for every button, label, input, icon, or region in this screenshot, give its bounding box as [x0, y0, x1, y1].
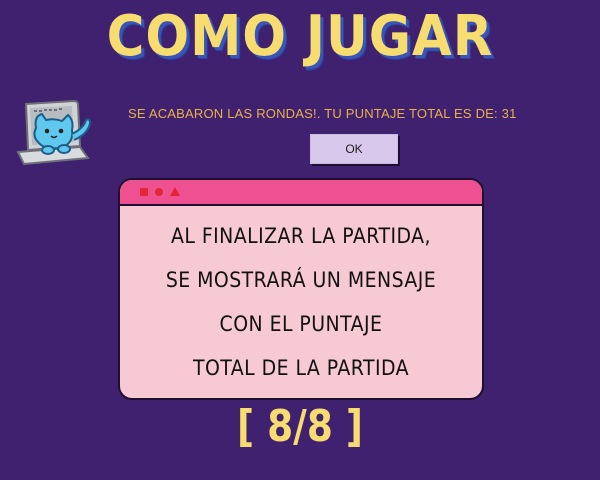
- window-text-line: CON EL PUNTAJE: [219, 312, 383, 336]
- window-text-line: AL FINALIZAR LA PARTIDA,: [171, 224, 431, 248]
- step-counter: [ 8/8 ]: [237, 401, 363, 452]
- circle-icon: [155, 188, 163, 196]
- window-text-line: TOTAL DE LA PARTIDA: [192, 356, 410, 380]
- alert-message: SE ACABARON LAS RONDAS!. TU PUNTAJE TOTAL ES DE: 31: [128, 106, 517, 121]
- page-title: COMO JUGAR: [106, 4, 494, 69]
- window-title-bar: [120, 180, 482, 206]
- window-text-line: SE MOSTRARÁ UN MENSAJE: [165, 268, 437, 292]
- info-window: [118, 178, 484, 400]
- ok-button[interactable]: OK: [310, 134, 398, 164]
- square-icon: [140, 188, 148, 196]
- cat-laptop-icon: [14, 98, 100, 168]
- window-text: [138, 206, 464, 390]
- triangle-icon: [170, 187, 180, 196]
